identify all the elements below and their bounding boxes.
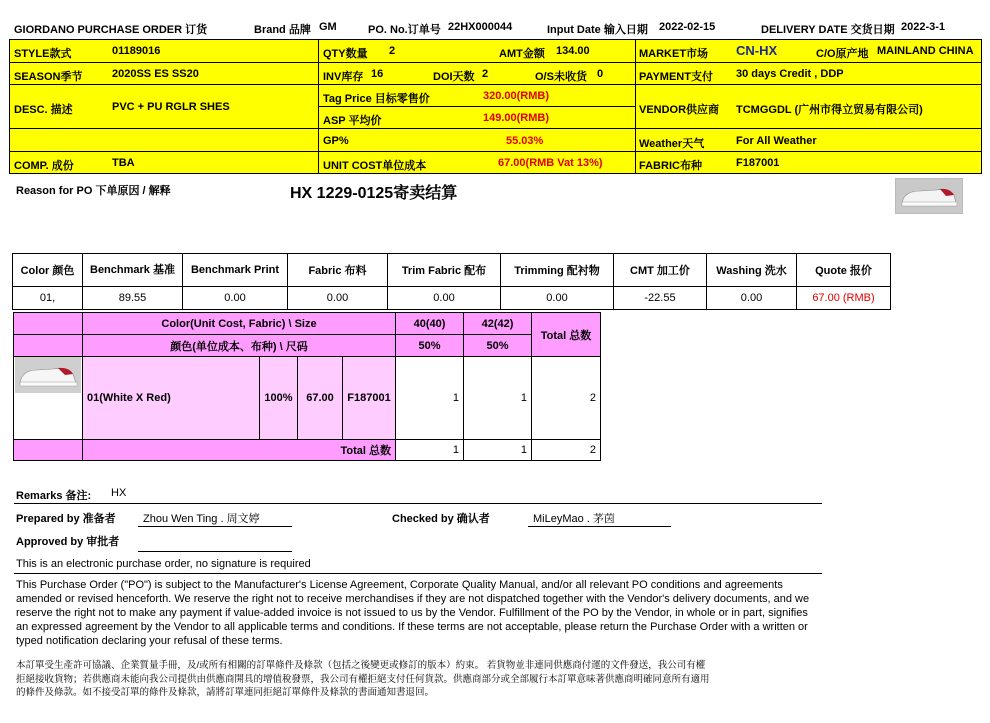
doi-label: DOI天数 [433,71,475,83]
market-label: MARKET市场 [639,48,709,60]
input-date-value: 2022-02-15 [659,21,716,33]
season-value: 2020SS ES SS20 [112,68,199,80]
document-title: GIORDANO PURCHASE ORDER 订货 [14,24,208,36]
vendor-value: TCMGGDL (广州市得立贸易有限公司) [736,104,923,116]
market-value: CN-HX [736,43,778,58]
amt-value: 134.00 [556,45,590,57]
inv-label: INV库存 [323,71,364,83]
terms-en-line: amended or revised henceforth. We reserve the right not to receive merchandises if they are not dispatched together with the Vendor's delivery documents, and we [16,593,810,605]
style-label: STYLE款式 [14,48,72,60]
payment-label: PAYMENT支付 [639,71,713,83]
terms-en-line: reserve the right not to make any payment if value-added invoice is not issued to us by the Vendor. Fulfillment of the PO by the Vendor, in whole or in part, signifies [16,607,808,619]
cost-cell-cmt: -22.55 [613,286,707,310]
unit-cost-value: 67.00(RMB Vat 13%) [498,157,603,169]
vendor-label: VENDOR供应商 [639,104,720,116]
row-qty-42: 1 [463,356,532,440]
approved-label: Approved by 审批者 [16,536,120,548]
inv-value: 16 [371,68,384,80]
reason-text: HX 1229-0125寄卖结算 [290,185,458,202]
desc-value: PVC + PU RGLR SHES [112,101,230,113]
delivery-date-label: DELIVERY DATE 交货日期 [761,24,895,36]
remarks-divider [14,503,822,504]
payment-value: 30 days Credit , DDP [736,68,844,80]
cost-cell-fabric: 0.00 [287,286,388,310]
weather-value: For All Weather [736,135,817,147]
cost-cell-color: 01, [12,286,83,310]
row-fabric: F187001 [342,356,396,440]
checked-value: MiLeyMao . 茅茵 [533,513,615,525]
prepared-value: Zhou Wen Ting . 周文婷 [143,513,260,525]
fabric-value: F187001 [736,157,780,169]
ratio-40: 50% [395,334,464,357]
ratio-42: 50% [463,334,532,357]
grand-qty-40: 1 [395,439,464,461]
terms-chinese [16,659,710,700]
gp-label: GP% [323,135,349,147]
row-color: 01(White X Red) [82,356,260,440]
cost-header-trim-fabric: Trim Fabric 配布 [387,253,501,287]
style-value: 01189016 [112,45,161,57]
electronic-note: This is an electronic purchase order, no signature is required [16,558,311,570]
reason-label: Reason for PO 下单原因 / 解释 [16,185,171,197]
cost-cell-benchmark: 89.55 [82,286,183,310]
desc-label: DESC. 描述 [14,104,73,116]
amt-label: AMT金额 [499,48,545,60]
unit-cost-label: UNIT COST单位成本 [323,160,427,172]
cost-cell-trim-fabric: 0.00 [387,286,501,310]
checked-label: Checked by 确认者 [392,513,490,525]
terms-cn-line: 拒絕接收貨物；若供應商未能向我公司提供由供應商開具的增值稅發票，我公司有權拒絕支付任何貨款。供應商部分或全部履行本訂單意味著供應商明確同意所有適用 [16,673,710,685]
brand-label: Brand 品牌 [254,24,311,36]
cost-cell-trimming: 0.00 [500,286,614,310]
cost-header-benchmark: Benchmark 基准 [82,253,183,287]
size-header-cn: 颜色(单位成本、布种) \ 尺码 [82,334,396,357]
os-label: O/S未收货 [535,71,587,83]
row-total: 2 [531,356,601,440]
season-label: SEASON季节 [14,71,83,83]
tag-price-label: Tag Price 目标零售价 [323,93,430,105]
terms-en-line: typed notification declaring your refusal of these terms. [16,635,283,647]
shoe-image [15,357,81,393]
terms-cn-line: 本訂單受生產許可協議、企業質量手冊，及/或所有相關的訂單條件及條款（包括之後變更或修訂的版本）約束。 若貨物並非連同供應商付運的文件發送，我公司有權 [16,660,706,671]
size-42: 42(42) [463,312,532,335]
grand-total: 2 [531,439,601,461]
qty-value: 2 [389,45,396,57]
row-qty-40: 1 [395,356,464,440]
cost-header-trimming: Trimming 配衬物 [500,253,614,287]
size-40: 40(40) [395,312,464,335]
row-pct: 100% [259,356,298,440]
size-header-en: Color(Unit Cost, Fabric) \ Size [82,312,396,335]
po-value: 22HX000044 [448,21,513,33]
terms-cn-line: 的條件及條款。如不接受訂單的條件及條款，請將訂單連同拒絕訂單條件及條款的書面通知書退回。 [16,687,435,698]
grand-total-label: Total 总数 [82,439,396,461]
comp-label: COMP. 成份 [14,160,74,172]
input-date-label: Input Date 输入日期 [547,24,648,36]
delivery-date-value: 2022-3-1 [901,21,946,33]
size-total-header: Total 总数 [531,312,601,357]
gp-value: 55.03% [506,135,544,147]
comp-value: TBA [112,157,135,169]
grand-qty-42: 1 [463,439,532,461]
terms-english [16,578,809,648]
cost-cell-benchmark-print: 0.00 [182,286,288,310]
terms-en-line: an expressed agreement by the Vendor to all applicable terms and conditions. If these terms are not acceptable, please return the Purchase Order with a written or [16,621,808,633]
cost-header-fabric: Fabric 布料 [287,253,388,287]
cost-header-washing: Washing 洗水 [706,253,797,287]
origin-value: MAINLAND CHINA [877,45,974,57]
qty-label: QTY数量 [323,48,368,60]
terms-en-line: This Purchase Order ("PO") is subject to the Manufacturer's License Agreement, Corporate Quality Manual, and/or all relevant PO conditions and agreements [16,579,783,591]
cost-header-quote: Quote 报价 [796,253,891,287]
asp-value: 149.00(RMB) [483,112,550,124]
cost-cell-washing: 0.00 [706,286,797,310]
tag-price-value: 320.00(RMB) [483,90,550,102]
row-cost: 67.00 [297,356,343,440]
remarks-label: Remarks 备注: [16,490,92,502]
doi-value: 2 [482,68,489,80]
cost-header-benchmark-print: Benchmark Print [182,253,288,287]
asp-label: ASP 平均价 [323,115,382,127]
cost-header-color: Color 颜色 [12,253,83,287]
remarks-value: HX [111,487,127,499]
cost-header-cmt: CMT 加工价 [613,253,707,287]
row-thumbnail-cell [13,356,83,440]
po-label: PO. No.订单号 [368,24,441,36]
weather-label: Weather天气 [639,138,705,150]
origin-label: C/O原产地 [816,48,869,60]
product-thumbnail [895,178,963,214]
os-value: 0 [597,68,604,80]
cost-cell-quote: 67.00 (RMB) [796,286,891,310]
fabric-label: FABRIC布种 [639,160,702,172]
prepared-label: Prepared by 准备者 [16,513,116,525]
brand-value: GM [319,21,337,33]
